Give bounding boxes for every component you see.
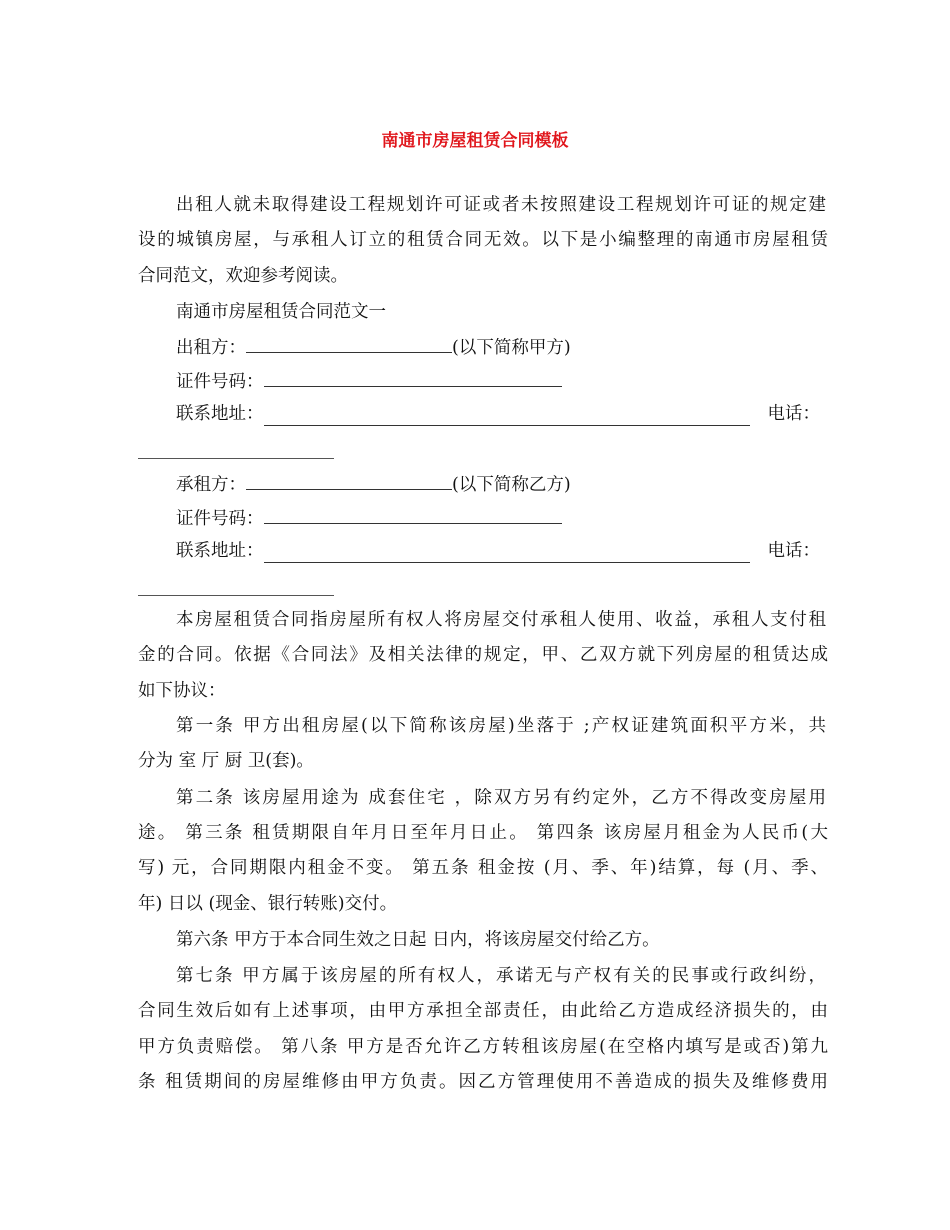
lessor-address-label: 联系地址： [176,404,264,424]
article-1-line: 分为 室 厅 厨 卫(套)。 [138,751,314,771]
lessor-address-row [176,402,820,426]
lessee-address-blank[interactable] [264,544,750,563]
article-7-line: 合同生效后如有上述事项，由甲方承担全部责任，由此给乙方造成经济损失的，由 [138,1001,828,1021]
lessee-id-blank[interactable] [264,505,562,524]
lessor-party-label: 出租方： [176,338,246,358]
lessor-party-suffix: (以下简称甲方) [452,338,571,358]
article-7-line: 第七条 甲方属于该房屋的所有权人，承诺无与产权有关的民事或行政纠纷， [176,966,826,986]
document-title: 南通市房屋租赁合同模板 [381,131,569,151]
article-7-line: 甲方负责赔偿。 第八条 甲方是否允许乙方转租该房屋(在空格内填写是或否)第九 [138,1037,828,1057]
lessee-party-row [176,471,866,497]
lessor-name-blank[interactable] [246,334,452,353]
lessee-phone-blank[interactable] [138,595,334,596]
lessee-address-row [176,539,820,563]
lessee-name-blank[interactable] [246,471,452,490]
intro-line: 合同范文，欢迎参考阅读。 [138,266,348,286]
body-line: 如下协议： [138,681,226,701]
article-2-line: 第二条 该房屋用途为 成套住宅 ，除双方另有约定外，乙方不得改变房屋用 [176,788,826,808]
lessee-id-row [176,505,866,531]
article-6-line: 第六条 甲方于本合同生效之日起 日内，将该房屋交付给乙方。 [176,930,660,950]
lessor-id-blank[interactable] [264,368,562,387]
lessor-address-blank[interactable] [264,407,750,426]
lessee-party-label: 承租方： [176,475,246,495]
lessee-address-label: 联系地址： [176,541,264,561]
lessor-phone-label: 电话： [767,404,820,424]
sample-heading: 南通市房屋租赁合同范文一 [176,302,386,322]
intro-line: 设的城镇房屋，与承租人订立的租赁合同无效。以下是小编整理的南通市房屋租赁 [138,230,828,250]
lessor-party-row [176,334,866,360]
article-2-line: 写) 元，合同期限内租金不变。 第五条 租金按 (月、季、年)结算，每 (月、季、 [138,858,828,878]
body-line: 本房屋租赁合同指房屋所有权人将房屋交付承租人使用、收益，承租人支付租 [176,610,826,630]
article-2-line: 年) 日以 (现金、银行转账)交付。 [138,894,398,914]
intro-line: 出租人就未取得建设工程规划许可证或者未按照建设工程规划许可证的规定建 [176,195,826,215]
body-line: 金的合同。依据《合同法》及相关法律的规定，甲、乙双方就下列房屋的租赁达成 [138,645,828,665]
lessee-id-label: 证件号码： [176,509,264,529]
article-7-line: 条 租赁期间的房屋维修由甲方负责。因乙方管理使用不善造成的损失及维修费用 [138,1072,828,1092]
lessee-phone-label: 电话： [767,541,820,561]
lessor-id-row [176,368,866,394]
lessee-party-suffix: (以下简称乙方) [452,475,571,495]
lessor-id-label: 证件号码： [176,372,264,392]
article-1-line: 第一条 甲方出租房屋(以下简称该房屋)坐落于 ;产权证建筑面积平方米，共 [176,716,826,736]
lessor-phone-blank[interactable] [138,458,334,459]
article-2-line: 途。 第三条 租赁期限自年月日至年月日止。 第四条 该房屋月租金为人民币(大 [138,823,828,843]
